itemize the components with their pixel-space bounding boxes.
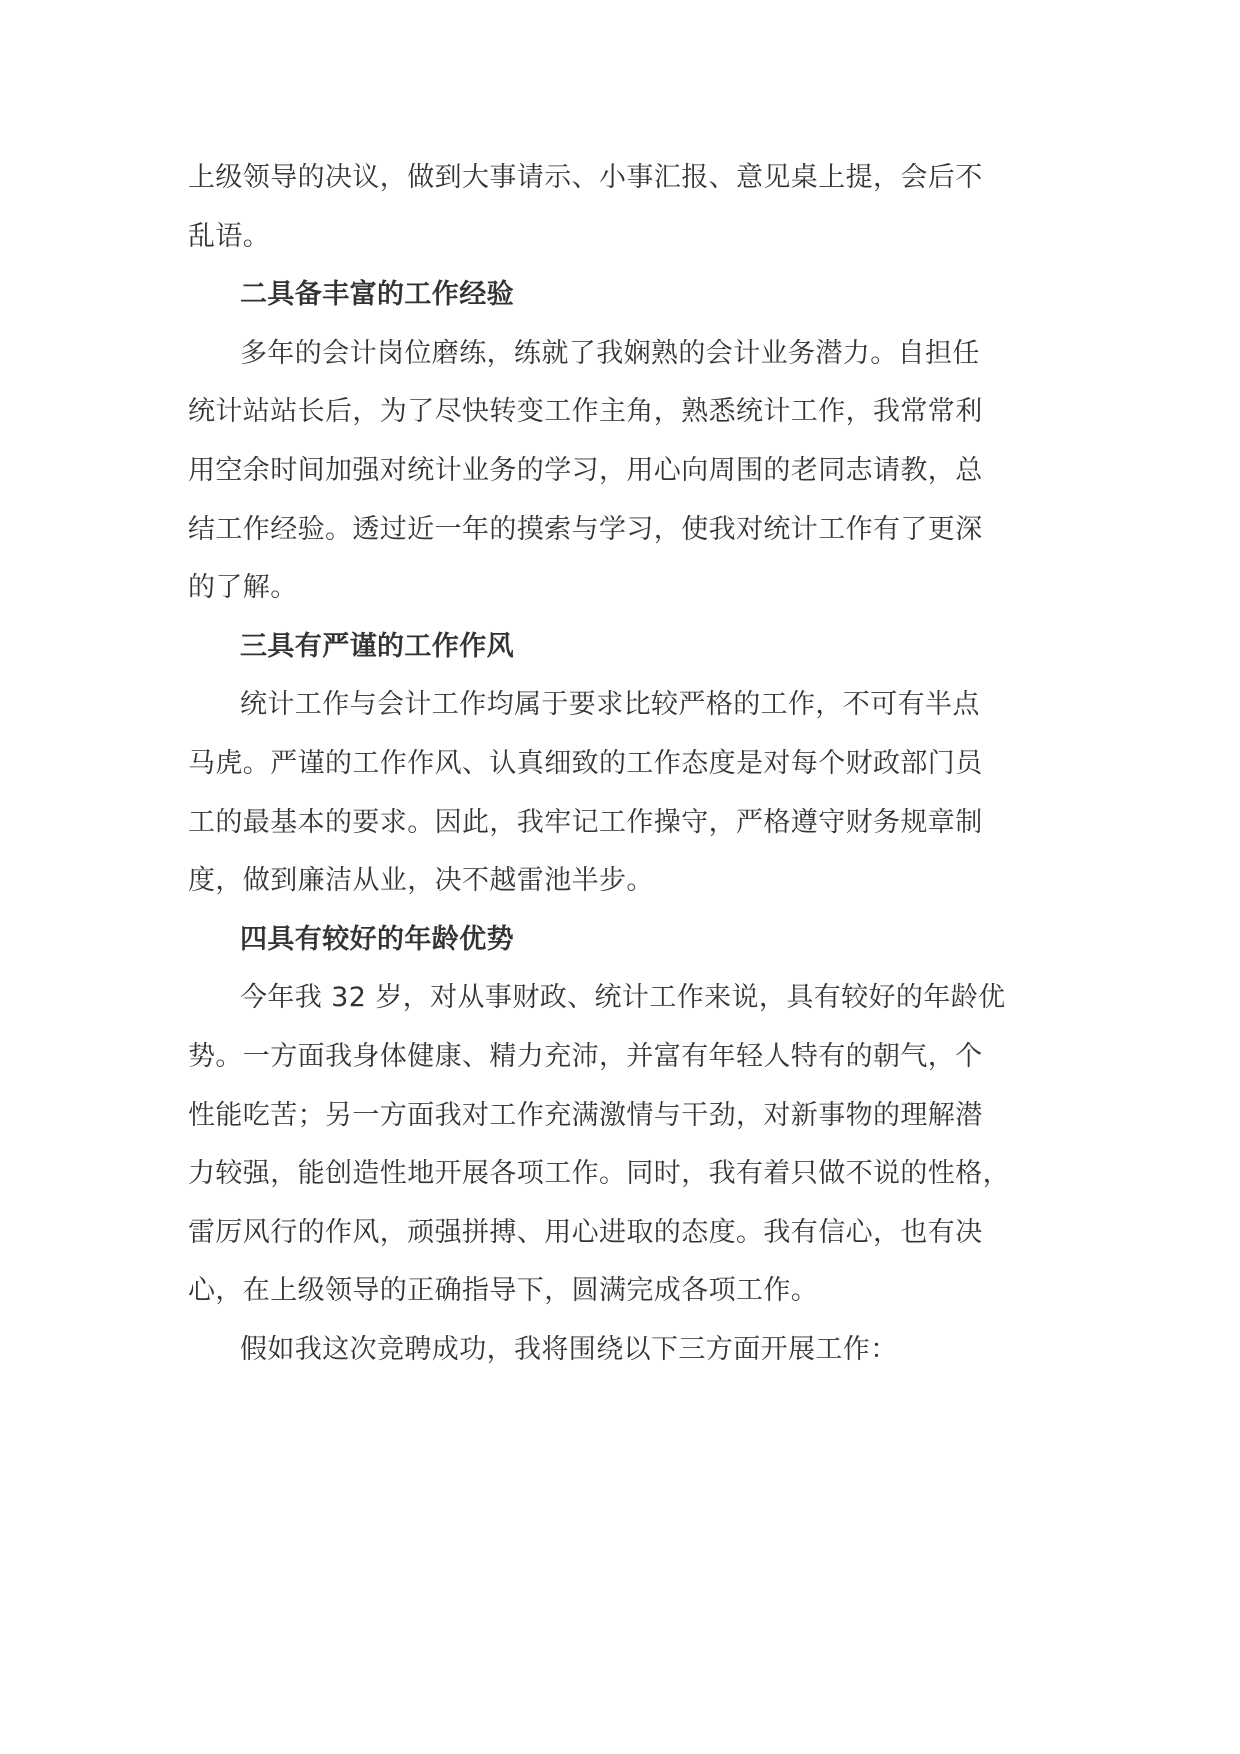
paragraph-line: 心，在上级领导的正确指导下，圆满完成各项工作。: [188, 1275, 819, 1307]
paragraph-line: 雷厉风行的作风，顽强拼搏、用心进取的态度。我有信心，也有决: [188, 1216, 983, 1248]
paragraph-line: 统计工作与会计工作均属于要求比较严格的工作，不可有半点: [240, 689, 980, 721]
section-heading: 二具备丰富的工作经验: [240, 279, 514, 311]
section-heading: 三具有严谨的工作作风: [240, 630, 514, 662]
paragraph-line: 多年的会计岗位磨练，练就了我娴熟的会计业务潜力。自担任: [240, 337, 980, 369]
paragraph-line: 统计站站长后，为了尽快转变工作主角，熟悉统计工作，我常常利: [188, 396, 983, 428]
paragraph-line: 的了解。: [188, 572, 298, 604]
paragraph-line: 乱语。: [188, 220, 271, 252]
paragraph-line: 上级领导的决议，做到大事请示、小事汇报、意见桌上提，会后不: [188, 162, 983, 193]
paragraph-line: 假如我这次竞聘成功，我将围绕以下三方面开展工作：: [240, 1334, 898, 1365]
paragraph-line: 今年我 32 岁，对从事财政、统计工作来说，具有较好的年龄优: [240, 982, 1006, 1014]
paragraph-line: 用空余时间加强对统计业务的学习，用心向周围的老同志请教，总: [188, 455, 983, 486]
section-heading: 四具有较好的年龄优势: [240, 923, 514, 955]
paragraph-line: 力较强，能创造性地开展各项工作。同时，我有着只做不说的性格，: [188, 1158, 1010, 1190]
paragraph-line: 性能吃苦；另一方面我对工作充满激情与干劲，对新事物的理解潜: [188, 1099, 983, 1131]
paragraph-line: 马虎。严谨的工作作风、认真细致的工作态度是对每个财政部门员: [188, 748, 983, 779]
paragraph-line: 工的最基本的要求。因此，我牢记工作操守，严格遵守财务规章制: [188, 806, 983, 838]
paragraph-line: 结工作经验。透过近一年的摸索与学习，使我对统计工作有了更深: [188, 513, 983, 545]
paragraph-line: 度，做到廉洁从业，决不越雷池半步。: [188, 865, 654, 897]
paragraph-line: 势。一方面我身体健康、精力充沛，并富有年轻人特有的朝气，个: [188, 1041, 983, 1072]
